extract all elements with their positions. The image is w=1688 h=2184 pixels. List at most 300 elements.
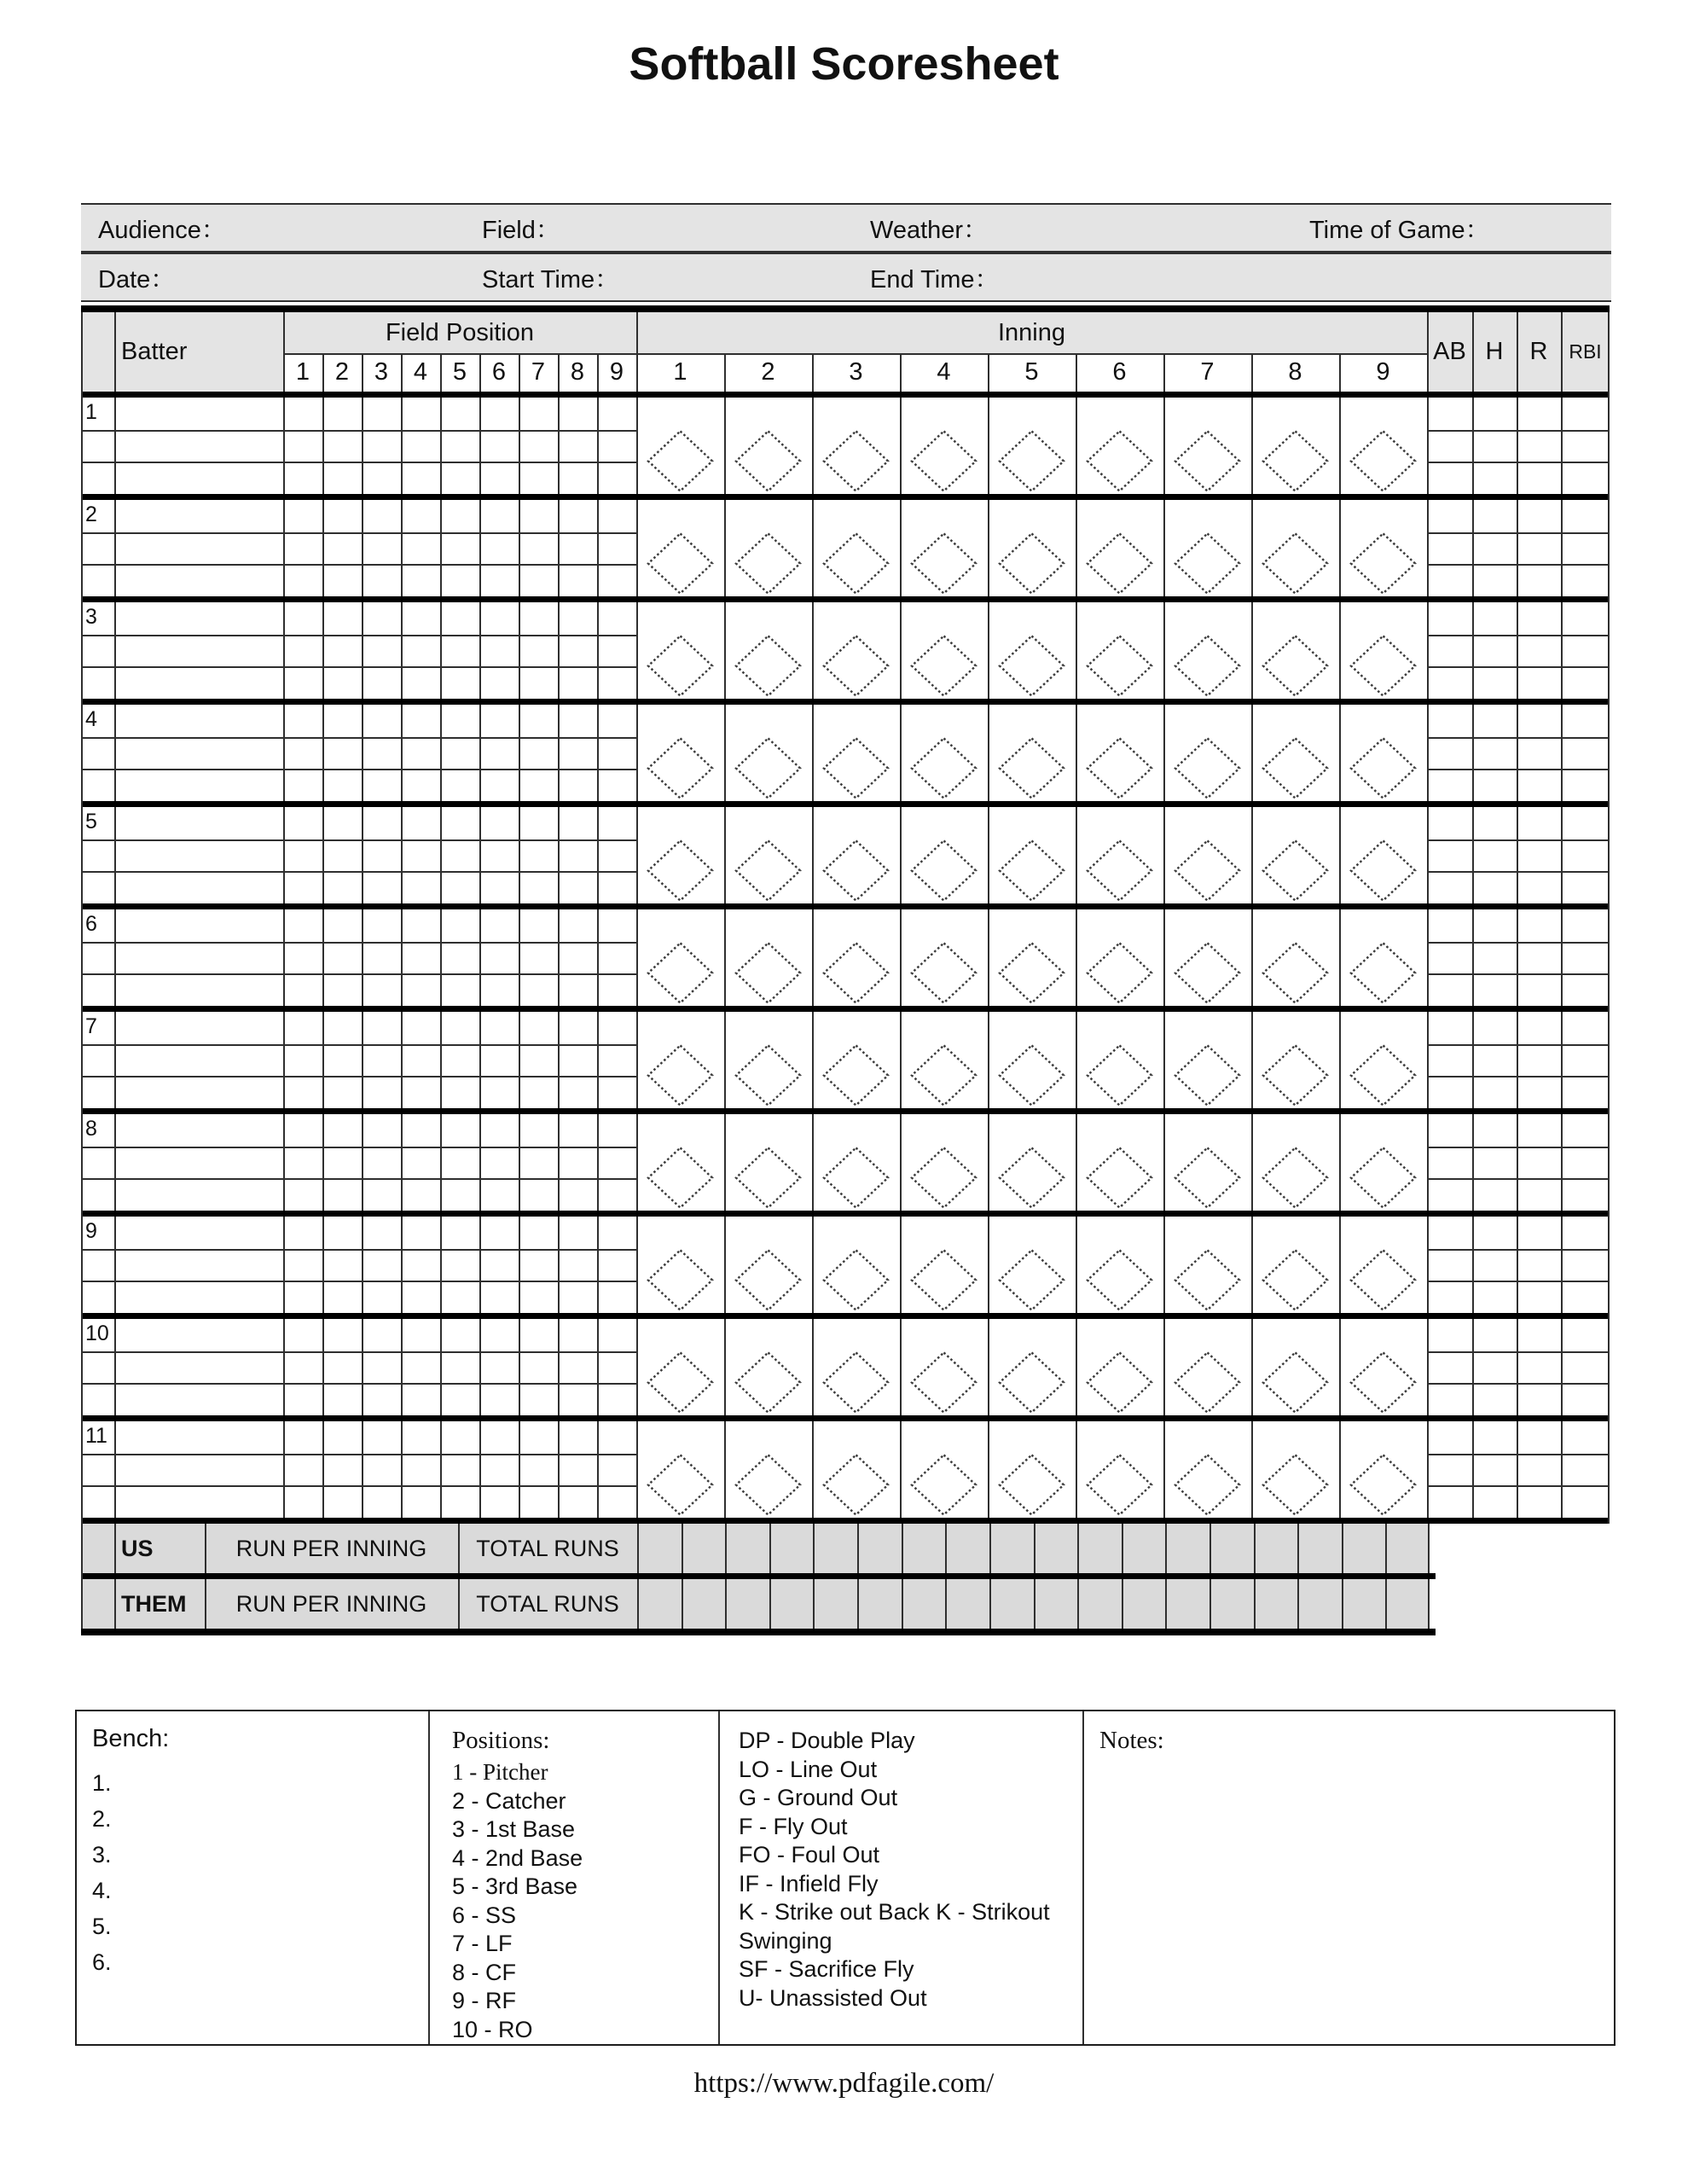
stat-cell-ab[interactable] — [1429, 1012, 1472, 1108]
position-cell[interactable] — [285, 807, 322, 903]
batter-name-cell[interactable] — [116, 1319, 283, 1415]
stat-cell-r[interactable] — [1518, 807, 1561, 903]
position-cell[interactable] — [560, 1012, 597, 1108]
thick-divider — [81, 596, 1610, 602]
position-cell[interactable] — [403, 500, 440, 596]
position-cell[interactable] — [481, 602, 519, 699]
inning-number-header: 7 — [1200, 358, 1215, 386]
position-cell[interactable] — [520, 1421, 558, 1518]
position-cell[interactable] — [442, 1012, 479, 1108]
batter-number: 11 — [85, 1424, 107, 1448]
stat-cell-rbi[interactable] — [1563, 398, 1610, 494]
position-cell[interactable] — [481, 909, 519, 1006]
abbreviation-item: U- Unassisted Out — [739, 1984, 927, 2011]
run-cell[interactable] — [1035, 1579, 1078, 1629]
position-cell[interactable] — [324, 1217, 362, 1313]
run-cell[interactable] — [1387, 1579, 1430, 1629]
diamond-icon — [647, 531, 714, 595]
run-cell[interactable] — [683, 1524, 726, 1573]
batter-name-cell[interactable] — [116, 705, 283, 801]
inning-number-header: 5 — [1024, 358, 1039, 386]
position-cell[interactable] — [363, 500, 401, 596]
position-cell[interactable] — [520, 1217, 558, 1313]
position-item: 9 - RF — [452, 1988, 517, 2013]
position-cell[interactable] — [324, 807, 362, 903]
run-cell[interactable] — [815, 1579, 857, 1629]
position-cell[interactable] — [599, 705, 636, 801]
position-cell[interactable] — [520, 398, 558, 494]
diamond-icon — [998, 1453, 1065, 1517]
position-number-header: 7 — [531, 358, 546, 386]
stat-cell-rbi[interactable] — [1563, 909, 1610, 1006]
run-cell[interactable] — [1343, 1579, 1386, 1629]
diamond-icon — [1262, 1350, 1329, 1414]
position-cell[interactable] — [481, 1114, 519, 1211]
position-cell[interactable] — [285, 1114, 322, 1211]
run-cell[interactable] — [859, 1524, 902, 1573]
position-cell[interactable] — [285, 602, 322, 699]
run-cell[interactable] — [947, 1524, 989, 1573]
position-cell[interactable] — [481, 398, 519, 494]
stat-cell-h[interactable] — [1474, 1114, 1517, 1211]
stat-cell-rbi[interactable] — [1563, 1114, 1610, 1211]
stat-cell-ab[interactable] — [1429, 807, 1472, 903]
run-cell[interactable] — [1299, 1579, 1342, 1629]
run-cell[interactable] — [1167, 1524, 1209, 1573]
batter-name-cell[interactable] — [116, 1012, 283, 1108]
grid-line — [1472, 312, 1474, 392]
position-cell[interactable] — [599, 500, 636, 596]
diamond-icon — [1349, 1043, 1417, 1107]
stat-cell-rbi[interactable] — [1563, 1421, 1610, 1518]
run-cell[interactable] — [771, 1524, 814, 1573]
position-cell[interactable] — [481, 500, 519, 596]
weather-input[interactable] — [989, 208, 1296, 247]
position-cell[interactable] — [324, 602, 362, 699]
position-cell[interactable] — [599, 1217, 636, 1313]
position-cell[interactable] — [285, 398, 322, 494]
position-cell[interactable] — [442, 1319, 479, 1415]
position-cell[interactable] — [560, 705, 597, 801]
stat-cell-ab[interactable] — [1429, 705, 1472, 801]
audience-input[interactable] — [235, 208, 473, 247]
audience-label: Audience： — [98, 216, 226, 244]
stat-cell-rbi[interactable] — [1563, 1012, 1610, 1108]
position-number-header: 3 — [374, 358, 389, 386]
stat-cell-h[interactable] — [1474, 398, 1517, 494]
position-cell[interactable] — [403, 1114, 440, 1211]
grid-line — [988, 353, 989, 392]
batter-name-cell[interactable] — [116, 1114, 283, 1211]
position-cell[interactable] — [520, 807, 558, 903]
position-cell[interactable] — [481, 1421, 519, 1518]
diamond-icon — [1262, 736, 1329, 800]
thick-divider — [81, 699, 1610, 705]
diamond-icon — [822, 429, 890, 493]
total-runs-label: TOTAL RUNS — [476, 1590, 619, 1617]
total-runs-label: TOTAL RUNS — [476, 1535, 619, 1561]
diamond-icon — [1174, 429, 1241, 493]
position-cell[interactable] — [403, 1421, 440, 1518]
diamond-icon — [822, 941, 890, 1005]
diamond-icon — [822, 1350, 890, 1414]
position-cell[interactable] — [324, 909, 362, 1006]
run-cell[interactable] — [903, 1579, 946, 1629]
grid-line — [812, 353, 814, 392]
diamond-icon — [998, 1146, 1065, 1210]
stat-cell-r[interactable] — [1518, 1217, 1561, 1313]
position-cell[interactable] — [560, 500, 597, 596]
bench-item[interactable]: 1. — [92, 1770, 112, 1796]
position-cell[interactable] — [560, 1319, 597, 1415]
field-label: Field： — [482, 216, 560, 244]
stat-cell-rbi[interactable] — [1563, 1217, 1610, 1313]
position-cell[interactable] — [560, 807, 597, 903]
diamond-icon — [647, 1248, 714, 1312]
run-cell[interactable] — [771, 1579, 814, 1629]
stat-cell-h[interactable] — [1474, 602, 1517, 699]
stat-cell-r[interactable] — [1518, 398, 1561, 494]
bench-item[interactable]: 5. — [92, 1914, 112, 1939]
position-cell[interactable] — [324, 1114, 362, 1211]
position-cell[interactable] — [363, 1217, 401, 1313]
position-cell[interactable] — [520, 1319, 558, 1415]
position-cell[interactable] — [599, 1319, 636, 1415]
diamond-icon — [1086, 736, 1153, 800]
diamond-icon — [1262, 1043, 1329, 1107]
grid-line — [283, 312, 285, 392]
diamond-icon — [1174, 1146, 1241, 1210]
grid-line — [205, 1524, 206, 1573]
position-number-header: 2 — [334, 358, 350, 386]
position-cell[interactable] — [442, 398, 479, 494]
stat-cell-rbi[interactable] — [1563, 500, 1610, 596]
field-input[interactable] — [559, 208, 857, 247]
position-cell[interactable] — [403, 807, 440, 903]
diamond-icon — [822, 736, 890, 800]
abbreviation-item: G - Ground Out — [739, 1785, 898, 1810]
position-cell[interactable] — [363, 1421, 401, 1518]
position-cell[interactable] — [599, 398, 636, 494]
position-cell[interactable] — [599, 1012, 636, 1108]
diamond-icon — [1086, 429, 1153, 493]
stat-cell-h[interactable] — [1474, 807, 1517, 903]
diamond-icon — [998, 1043, 1065, 1107]
position-cell[interactable] — [560, 1114, 597, 1211]
bench-item[interactable]: 2. — [92, 1806, 112, 1832]
diamond-icon — [1349, 839, 1417, 903]
diamond-icon — [998, 839, 1065, 903]
stat-cell-r[interactable] — [1518, 1012, 1561, 1108]
position-cell[interactable] — [363, 705, 401, 801]
position-cell[interactable] — [324, 500, 362, 596]
position-cell[interactable] — [324, 398, 362, 494]
batter-number: 2 — [85, 502, 97, 526]
position-cell[interactable] — [599, 1421, 636, 1518]
position-cell[interactable] — [285, 909, 322, 1006]
diamond-icon — [822, 634, 890, 698]
bench-item[interactable]: 6. — [92, 1949, 112, 1975]
position-cell[interactable] — [285, 705, 322, 801]
position-cell[interactable] — [363, 602, 401, 699]
stat-cell-r[interactable] — [1518, 705, 1561, 801]
stat-cell-ab[interactable] — [1429, 1319, 1472, 1415]
diamond-icon — [1174, 531, 1241, 595]
stat-cell-ab[interactable] — [1429, 1421, 1472, 1518]
run-cell[interactable] — [947, 1579, 989, 1629]
stat-cell-h[interactable] — [1474, 1421, 1517, 1518]
thick-divider — [81, 1006, 1610, 1012]
stat-cell-h[interactable] — [1474, 909, 1517, 1006]
position-cell[interactable] — [324, 705, 362, 801]
position-cell[interactable] — [481, 807, 519, 903]
diamond-icon — [910, 1350, 977, 1414]
run-cell[interactable] — [991, 1579, 1034, 1629]
thick-divider — [81, 494, 1610, 500]
position-cell[interactable] — [599, 1114, 636, 1211]
stat-cell-r[interactable] — [1518, 500, 1561, 596]
position-cell[interactable] — [560, 1421, 597, 1518]
position-cell[interactable] — [363, 909, 401, 1006]
date-input[interactable] — [175, 258, 473, 297]
position-cell[interactable] — [363, 1114, 401, 1211]
grid-line — [1163, 353, 1165, 392]
positions-column — [430, 1711, 718, 2044]
position-cell[interactable] — [560, 398, 597, 494]
run-cell[interactable] — [1343, 1524, 1386, 1573]
position-cell[interactable] — [363, 1319, 401, 1415]
position-cell[interactable] — [403, 1217, 440, 1313]
run-cell[interactable] — [727, 1579, 769, 1629]
position-cell[interactable] — [560, 602, 597, 699]
position-cell[interactable] — [481, 1012, 519, 1108]
position-cell[interactable] — [560, 1217, 597, 1313]
position-cell[interactable] — [442, 1421, 479, 1518]
position-cell[interactable] — [442, 909, 479, 1006]
batter-number: 9 — [85, 1219, 97, 1243]
position-cell[interactable] — [285, 500, 322, 596]
legend-box — [75, 1710, 1615, 2046]
inning-number-header: 4 — [937, 358, 951, 386]
diamond-icon — [1262, 1248, 1329, 1312]
stat-header-r: R — [1529, 338, 1548, 365]
run-cell[interactable] — [1211, 1579, 1254, 1629]
batter-name-cell[interactable] — [116, 1421, 283, 1518]
time-of-game-input[interactable] — [1488, 208, 1608, 247]
batter-number: 10 — [85, 1321, 109, 1345]
run-cell[interactable] — [815, 1524, 857, 1573]
position-cell[interactable] — [403, 1012, 440, 1108]
stat-cell-ab[interactable] — [1429, 1217, 1472, 1313]
diamond-icon — [822, 839, 890, 903]
diamond-icon — [734, 1248, 802, 1312]
position-cell[interactable] — [520, 500, 558, 596]
stat-cell-h[interactable] — [1474, 500, 1517, 596]
stat-cell-h[interactable] — [1474, 705, 1517, 801]
run-cell[interactable] — [1035, 1524, 1078, 1573]
position-cell[interactable] — [442, 705, 479, 801]
position-number-header: 6 — [491, 358, 507, 386]
position-cell[interactable] — [520, 1012, 558, 1108]
batter-name-cell[interactable] — [116, 1217, 283, 1313]
abbreviation-item: FO - Foul Out — [739, 1842, 880, 1867]
diamond-icon — [734, 1146, 802, 1210]
run-cell[interactable] — [1167, 1579, 1209, 1629]
grid-line — [1076, 353, 1077, 392]
position-cell[interactable] — [560, 909, 597, 1006]
stat-cell-h[interactable] — [1474, 1319, 1517, 1415]
stat-cell-h[interactable] — [1474, 1012, 1517, 1108]
stat-cell-ab[interactable] — [1429, 1114, 1472, 1211]
diamond-icon — [998, 634, 1065, 698]
team-label-them: THEM — [121, 1590, 187, 1617]
batter-name-cell[interactable] — [116, 807, 283, 903]
diamond-icon — [1086, 839, 1153, 903]
stat-cell-r[interactable] — [1518, 1114, 1561, 1211]
stat-cell-ab[interactable] — [1429, 500, 1472, 596]
grid-line — [362, 353, 363, 392]
position-cell[interactable] — [442, 807, 479, 903]
diamond-icon — [1174, 736, 1241, 800]
diamond-icon — [734, 1453, 802, 1517]
run-cell[interactable] — [1123, 1579, 1166, 1629]
thick-divider — [81, 1211, 1610, 1217]
position-cell[interactable] — [442, 602, 479, 699]
bench-column — [77, 1711, 428, 2044]
batter-number: 8 — [85, 1117, 97, 1141]
thick-divider — [81, 1108, 1610, 1114]
run-cell[interactable] — [1299, 1524, 1342, 1573]
position-number-header: 1 — [295, 358, 310, 386]
stat-cell-rbi[interactable] — [1563, 602, 1610, 699]
position-cell[interactable] — [599, 602, 636, 699]
run-cell[interactable] — [1079, 1579, 1122, 1629]
run-cell[interactable] — [1211, 1524, 1254, 1573]
diamond-icon — [647, 634, 714, 698]
batter-number: 4 — [85, 707, 97, 731]
stat-cell-ab[interactable] — [1429, 602, 1472, 699]
run-cell[interactable] — [639, 1579, 682, 1629]
run-cell[interactable] — [1256, 1524, 1298, 1573]
position-cell[interactable] — [285, 1012, 322, 1108]
position-cell[interactable] — [285, 1319, 322, 1415]
position-cell[interactable] — [520, 1114, 558, 1211]
position-cell[interactable] — [520, 602, 558, 699]
batter-name-cell[interactable] — [116, 909, 283, 1006]
stat-cell-r[interactable] — [1518, 1421, 1561, 1518]
bench-item[interactable]: 4. — [92, 1878, 112, 1903]
inning-number-header: 1 — [673, 358, 687, 386]
run-cell[interactable] — [727, 1524, 769, 1573]
diamond-icon — [910, 1248, 977, 1312]
run-cell[interactable] — [1387, 1524, 1430, 1573]
run-cell[interactable] — [1079, 1524, 1122, 1573]
grid-line — [114, 1579, 116, 1629]
run-cell[interactable] — [991, 1524, 1034, 1573]
position-cell[interactable] — [481, 1319, 519, 1415]
diamond-icon — [1349, 1146, 1417, 1210]
stat-cell-r[interactable] — [1518, 909, 1561, 1006]
position-cell[interactable] — [363, 398, 401, 494]
stat-cell-h[interactable] — [1474, 1217, 1517, 1313]
position-cell[interactable] — [403, 1319, 440, 1415]
start-time-input[interactable] — [618, 258, 857, 297]
stat-cell-rbi[interactable] — [1563, 705, 1610, 801]
diamond-icon — [734, 531, 802, 595]
diamond-icon — [647, 429, 714, 493]
position-cell[interactable] — [520, 705, 558, 801]
position-cell[interactable] — [442, 1114, 479, 1211]
position-cell[interactable] — [520, 909, 558, 1006]
stat-cell-ab[interactable] — [1429, 398, 1472, 494]
position-cell[interactable] — [403, 909, 440, 1006]
diamond-icon — [822, 1248, 890, 1312]
stat-header-ab: AB — [1433, 338, 1466, 365]
position-cell[interactable] — [599, 909, 636, 1006]
position-cell[interactable] — [285, 1421, 322, 1518]
stat-cell-rbi[interactable] — [1563, 1319, 1610, 1415]
run-cell[interactable] — [903, 1524, 946, 1573]
field-position-header: Field Position — [385, 318, 535, 346]
position-cell[interactable] — [403, 602, 440, 699]
position-cell[interactable] — [403, 705, 440, 801]
run-cell[interactable] — [683, 1579, 726, 1629]
position-cell[interactable] — [324, 1012, 362, 1108]
grid-line — [458, 1579, 460, 1629]
position-cell[interactable] — [324, 1421, 362, 1518]
bench-item[interactable]: 3. — [92, 1842, 112, 1867]
position-cell[interactable] — [481, 705, 519, 801]
start-time-label: Start Time： — [482, 265, 620, 293]
end-time-input[interactable] — [994, 258, 1301, 297]
position-cell[interactable] — [442, 500, 479, 596]
position-cell[interactable] — [599, 807, 636, 903]
position-cell[interactable] — [442, 1217, 479, 1313]
diamond-icon — [1349, 1453, 1417, 1517]
position-cell[interactable] — [285, 1217, 322, 1313]
position-cell[interactable] — [481, 1217, 519, 1313]
position-cell[interactable] — [363, 1012, 401, 1108]
notes-column[interactable] — [1084, 1711, 1617, 2044]
diamond-icon — [1349, 1350, 1417, 1414]
thick-divider — [81, 305, 1610, 312]
batter-name-cell[interactable] — [116, 602, 283, 699]
diamond-icon — [647, 1146, 714, 1210]
stat-cell-r[interactable] — [1518, 1319, 1561, 1415]
inning-header: Inning — [997, 318, 1065, 346]
diamond-icon — [734, 941, 802, 1005]
diamond-icon — [1174, 1453, 1241, 1517]
batter-number: 1 — [85, 400, 97, 424]
batter-name-cell[interactable] — [116, 500, 283, 596]
diamond-icon — [1349, 531, 1417, 595]
end-time-label: End Time： — [870, 265, 1000, 293]
position-cell[interactable] — [403, 398, 440, 494]
position-cell[interactable] — [363, 807, 401, 903]
position-cell[interactable] — [324, 1319, 362, 1415]
run-cell[interactable] — [859, 1579, 902, 1629]
stat-cell-ab[interactable] — [1429, 909, 1472, 1006]
diamond-icon — [647, 1350, 714, 1414]
diamond-icon — [910, 736, 977, 800]
run-cell[interactable] — [639, 1524, 682, 1573]
batter-name-cell[interactable] — [116, 398, 283, 494]
run-cell[interactable] — [1123, 1524, 1166, 1573]
stat-cell-r[interactable] — [1518, 602, 1561, 699]
stat-cell-rbi[interactable] — [1563, 807, 1610, 903]
run-cell[interactable] — [1256, 1579, 1298, 1629]
thick-divider — [81, 1518, 1610, 1524]
